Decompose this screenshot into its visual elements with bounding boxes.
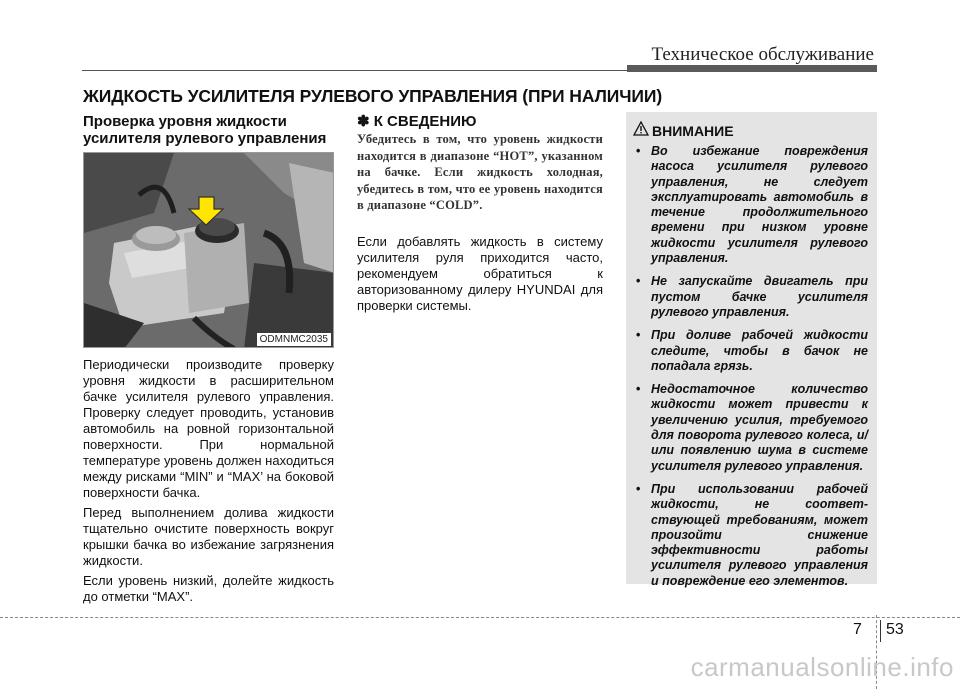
warning-item-text: Во избежание повреждения насоса усилителя рулевого управления, не следует эксплуатировать автомобиль в течение продолжительного времени при низком уровне жидкости усилителя рулевого управления. (651, 144, 868, 266)
reservoir-illustration (84, 153, 334, 348)
warning-triangle-icon (633, 121, 649, 136)
paragraph: Если уровень низкий, долейте жидкость до отметки “MAX”. (83, 573, 334, 604)
header-rule-accent (627, 65, 877, 72)
page-number-divider (880, 620, 881, 642)
page-number: 53 (886, 621, 904, 638)
bullet: • (636, 382, 641, 397)
header-title: Техническое обслуживание (651, 44, 874, 65)
warning-item (636, 274, 868, 320)
left-column-text (83, 357, 334, 609)
subsection-title: Проверка уровня жидкости усилителя рулевого управления (83, 113, 327, 147)
bullet: • (636, 481, 641, 496)
info-note: Убедитесь в том, что уровень жидкости находится в диапазоне “HOT”, указанном на бачке. Если жидкость холодная, убедитесь в том, что ее уровень находится в диапазоне “COLD”. (357, 132, 603, 213)
chapter-number: 7 (853, 621, 862, 638)
warning-item-text: Не запускайте двигатель при пустом бачке усилителя рулевого управления. (651, 274, 868, 319)
warning-list (636, 144, 868, 597)
warning-title: ВНИМАНИЕ (652, 123, 734, 139)
section-title: ЖИДКОСТЬ УСИЛИТЕЛЯ РУЛЕВОГО УПРАВЛЕНИЯ (ПРИ НАЛИЧИИ) (83, 86, 663, 106)
bullet: • (636, 274, 641, 289)
warning-item-text: При доливе рабочей жидкости следите, чтобы в бачок не попадала грязь. (651, 328, 868, 373)
header-rule (82, 70, 632, 71)
warning-item (636, 382, 868, 474)
info-heading: ✽ К СВЕДЕНИЮ (357, 113, 477, 130)
warning-item-text: Недостаточное количество жидкости может привести к увеличению усилия, требуемого для поворота рулевого колеса, и/или появлению шума в системе усилителя рулевого управления. (651, 382, 868, 473)
watermark: carmanualsonline.info (690, 652, 954, 682)
warning-item-text: При использовании рабочей жидкости, не соответ- ствующей требованиям, может произойти снижение эффективности работы усилителя рулевого управления и повреждение его элементов. (651, 481, 868, 588)
warning-item (636, 144, 868, 266)
bullet: • (636, 328, 641, 343)
warning-item (636, 482, 868, 589)
info-text: Если добавлять жидкость в систему усилителя руля приходится часто, рекомендуем обратиться к авторизованному дилеру HYUNDAI для проверки системы. (357, 234, 603, 313)
warning-item (636, 328, 868, 374)
bullet: • (636, 144, 641, 158)
paragraph: Перед выполнением долива жидкости тщательно очистите поверхность вокруг крышки бачка во избежание загрязнения жидкости. (83, 505, 334, 568)
paragraph: Периодически производите проверку уровня жидкости в расширительном бачке усилителя рулевого управления. Проверку следует проводить, установив автомобиль на ровной горизонтальной поверхности. При нормальной температуре уровень должен находиться между рисками “MIN” и “MAX’ на боковой поверхности бачка. (83, 357, 334, 500)
engine-bay-photo (83, 152, 334, 348)
photo-code: ODMNMC2035 (257, 333, 331, 346)
footer-divider (0, 617, 960, 618)
